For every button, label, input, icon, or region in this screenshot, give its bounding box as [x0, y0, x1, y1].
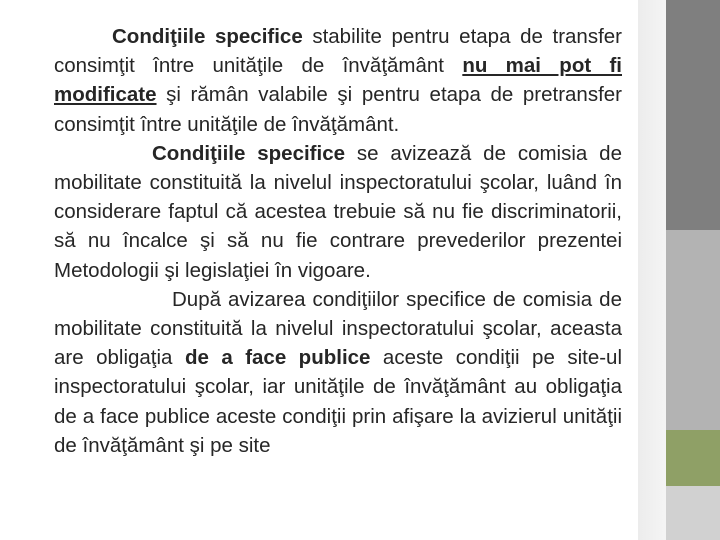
paragraph-1-text-a: stabilite pentru etapa de transfer consimţit între unităţile de învăţământ	[54, 25, 622, 78]
sidebar-block-mid-gray	[666, 230, 720, 430]
paragraph-1-text-b: şi rămân valabile şi pentru etapa de pretransfer consimţit între unităţile de învăţământ.	[54, 83, 622, 136]
paragraph-3-text-b: aceste condiţii pe site-ul inspectoratului şcolar, iar unităţile de învăţământ au obligaţia de a face publice aceste condiţii prin afişare la avizierul unităţii de învăţământ şi pe site	[54, 346, 623, 457]
body-text	[54, 22, 622, 460]
paragraph-1	[54, 22, 622, 139]
sidebar-block-light-gray	[666, 486, 720, 540]
bold-lead-2: Condiţiile specifice	[152, 141, 345, 165]
bold-phrase: de a face publice	[184, 346, 371, 370]
paragraph-2	[54, 139, 622, 285]
sidebar-block-dark-gray	[666, 0, 720, 230]
paragraph-3	[54, 285, 622, 460]
sidebar-block-olive	[666, 430, 720, 486]
bold-lead-1: Condiţiile specifice	[112, 25, 303, 48]
bold-underline-phrase: nu mai pot fi modificate	[54, 54, 622, 107]
paragraph-3-text-a: După avizarea condiţiilor specifice de comisia de mobilitate constituită la nivelul inspectoratului şcolar, aceasta are obligaţia	[54, 287, 622, 370]
paragraph-2-text: se avizează de comisia de mobilitate constituită la nivelul inspectoratului şcolar, luând în considerare faptul că acestea trebuie să nu fie discriminatorii, să nu încalce şi să nu fie contrare prevederilor prezentei Metodologii şi legislaţiei în vigoare.	[54, 141, 622, 282]
